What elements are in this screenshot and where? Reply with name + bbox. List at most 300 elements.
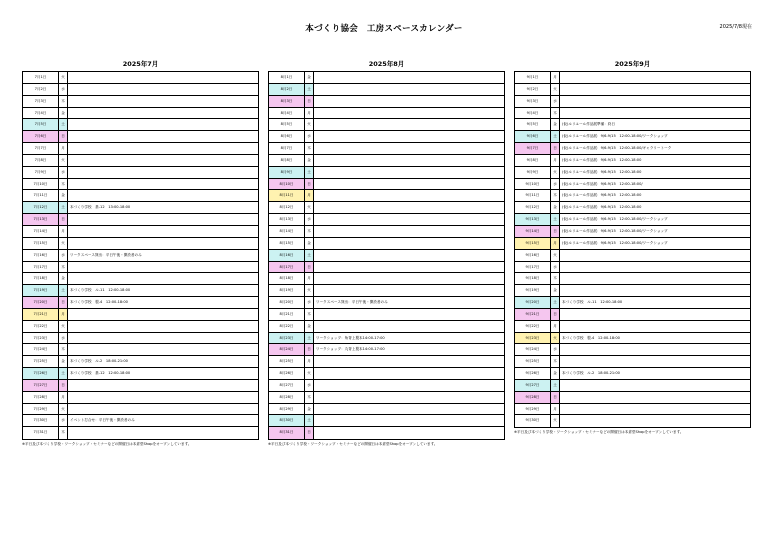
day-weekday: 金 [305,155,314,166]
day-row [515,392,750,404]
day-date: 7月25日 [23,356,59,367]
day-row [269,190,504,202]
day-event [68,119,258,130]
day-event [314,309,504,320]
day-row [515,344,750,356]
day-date: 7月8日 [23,155,59,166]
day-date: 7月7日 [23,143,59,154]
day-weekday: 水 [551,262,560,273]
day-event: (仮)ルリユール作品展：9/6-9/15 12:00-18:00/ワークショップ [562,134,668,139]
day-weekday: 火 [305,202,314,213]
day-table [22,71,259,440]
day-date: 9月23日 [515,333,551,344]
day-date: 9月9日 [515,167,551,178]
day-weekday: 火 [59,155,68,166]
day-date: 7月3日 [23,96,59,107]
day-row [23,262,258,274]
day-row [269,96,504,108]
month-title: 2025年9月 [614,60,651,68]
day-date: 9月20日 [515,297,551,308]
footnote: ※平日及び本づくり学校・ワークショップ・セミナーなどの開催日は本倉堂Shopをオープンしています。 [514,430,684,435]
day-weekday: 金 [551,285,560,296]
day-weekday: 木 [305,392,314,403]
day-weekday: 土 [305,415,314,426]
day-weekday: 金 [551,368,560,379]
day-event [560,321,750,332]
day-row [269,202,504,214]
day-event [560,285,750,296]
day-event: イベント打合せ：平日午後・開設者のみ [70,418,135,423]
day-date: 9月30日 [515,415,551,427]
day-date: 7月14日 [23,226,59,237]
day-weekday: 火 [59,404,68,415]
day-weekday: 月 [59,143,68,154]
day-row [23,344,258,356]
day-row [269,321,504,333]
day-weekday: 火 [551,333,560,344]
day-event [68,309,258,320]
day-weekday: 金 [59,108,68,119]
month-july [22,58,259,447]
day-weekday: 月 [551,321,560,332]
day-event: 本づくり学校 基-12 13:00-18:00 [70,205,131,210]
day-event: (仮)ルリユール作品展：9/6-9/15 12:00-18:00 [562,193,642,198]
day-row [23,131,258,143]
day-weekday: 金 [305,404,314,415]
day-weekday: 水 [305,380,314,391]
day-row [515,297,750,309]
day-event [560,392,750,403]
day-event [314,262,504,273]
day-row [269,179,504,191]
day-weekday: 土 [59,119,68,130]
day-event [314,155,504,166]
day-date: 8月26日 [269,368,305,379]
day-date: 9月15日 [515,238,551,249]
day-row [515,226,750,238]
day-weekday: 金 [59,273,68,284]
day-row [269,356,504,368]
day-weekday: 火 [551,250,560,261]
day-weekday: 木 [305,226,314,237]
day-row [515,285,750,297]
day-date: 8月23日 [269,333,305,344]
day-row [515,250,750,262]
day-row [515,119,750,131]
month-september [514,58,751,435]
day-weekday: 木 [551,190,560,201]
day-row [269,155,504,167]
day-event [314,321,504,332]
day-event [68,96,258,107]
day-date: 7月1日 [23,72,59,83]
day-weekday: 月 [59,392,68,403]
day-date: 7月30日 [23,415,59,426]
day-weekday: 金 [551,119,560,130]
day-date: 8月3日 [269,96,305,107]
day-weekday: 日 [305,179,314,190]
day-date: 9月21日 [515,309,551,320]
day-date: 8月31日 [269,427,305,439]
day-weekday: 火 [59,238,68,249]
day-row [269,368,504,380]
day-event: 本づくり学校 ル-11 12:00-18:00 [70,288,131,293]
day-event [560,415,750,427]
day-row [23,72,258,84]
footnote: ※平日及び本づくり学校・ワークショップ・セミナーなどの開催日は本倉堂Shopをオープンしています。 [22,442,192,447]
day-row [23,202,258,214]
day-event [68,238,258,249]
day-date: 9月19日 [515,285,551,296]
day-row [269,84,504,96]
day-row [23,179,258,191]
day-row [269,167,504,179]
day-weekday: 月 [305,273,314,284]
day-event [314,72,504,83]
day-date: 9月18日 [515,273,551,284]
day-event [560,84,750,95]
day-event [560,344,750,355]
day-event [560,273,750,284]
day-row [515,179,750,191]
day-weekday: 金 [305,321,314,332]
day-date: 9月1日 [515,72,551,83]
day-event [314,427,504,439]
day-row [23,143,258,155]
day-date: 8月5日 [269,119,305,130]
day-event: 本づくり学校 基-12 12:00-18:00 [70,371,131,376]
day-event: ワークショップ：丸背上製本14:00-17:00 [316,347,385,352]
day-date: 8月27日 [269,380,305,391]
day-weekday: 土 [305,333,314,344]
day-weekday: 土 [59,202,68,213]
day-event [314,202,504,213]
day-date: 7月16日 [23,250,59,261]
day-row [23,333,258,345]
day-event [68,84,258,95]
day-row [23,238,258,250]
day-event [68,143,258,154]
day-date: 7月9日 [23,167,59,178]
day-row [269,309,504,321]
day-event [314,119,504,130]
day-row [269,226,504,238]
day-event [68,404,258,415]
day-event [68,226,258,237]
day-event [314,415,504,426]
day-event [68,214,258,225]
day-event [68,190,258,201]
day-event [314,404,504,415]
day-row [515,167,750,179]
day-event [314,143,504,154]
day-event [314,250,504,261]
day-date: 9月26日 [515,368,551,379]
day-weekday: 火 [59,321,68,332]
day-row [515,190,750,202]
day-weekday: 土 [59,368,68,379]
day-weekday: 木 [59,427,68,439]
day-date: 7月18日 [23,273,59,284]
day-row [515,143,750,155]
day-date: 8月11日 [269,190,305,201]
day-row [515,262,750,274]
day-weekday: 水 [59,167,68,178]
day-event [314,167,504,178]
page-title: 本づくり協会 工房スペースカレンダー [305,24,463,34]
day-weekday: 土 [551,214,560,225]
day-row [23,368,258,380]
day-row [515,321,750,333]
day-row [515,214,750,226]
day-row [515,84,750,96]
day-date: 7月29日 [23,404,59,415]
day-weekday: 月 [305,190,314,201]
day-weekday: 土 [551,297,560,308]
day-event [314,214,504,225]
day-row [269,344,504,356]
day-event: ワークスペース貸出：平日午後・開設者のみ [70,252,142,257]
day-event [314,238,504,249]
day-date: 8月15日 [269,238,305,249]
day-event [560,108,750,119]
day-event [68,380,258,391]
day-date: 8月10日 [269,179,305,190]
day-event [560,356,750,367]
day-weekday: 月 [551,72,560,83]
day-row [515,404,750,416]
day-row [23,84,258,96]
day-event [314,285,504,296]
day-date: 7月17日 [23,262,59,273]
day-row [515,155,750,167]
day-row [269,297,504,309]
day-row [515,202,750,214]
day-event: 本づくり学校 ル-2 18:00-21:00 [70,359,128,364]
day-row [269,404,504,416]
day-weekday: 月 [59,226,68,237]
day-date: 9月25日 [515,356,551,367]
day-date: 9月4日 [515,108,551,119]
day-weekday: 土 [551,131,560,142]
day-date: 9月16日 [515,250,551,261]
day-row [23,108,258,120]
day-row [23,190,258,202]
day-event: 本づくり学校 製-4 12:00-18:00 [70,300,128,305]
footnote: ※平日及び本づくり学校・ワークショップ・セミナーなどの開催日は本倉堂Shopをオープンしています。 [268,442,438,447]
day-date: 9月5日 [515,119,551,130]
day-row [269,214,504,226]
day-row [269,131,504,143]
day-weekday: 水 [551,96,560,107]
day-event: ワークショップ：角背上製本14:00-17:00 [316,335,385,340]
day-date: 9月28日 [515,392,551,403]
day-event [314,190,504,201]
day-date: 7月15日 [23,238,59,249]
day-row [515,238,750,250]
day-date: 8月9日 [269,167,305,178]
day-event [560,309,750,320]
day-date: 7月22日 [23,321,59,332]
day-date: 9月13日 [515,214,551,225]
day-date: 8月21日 [269,309,305,320]
day-event: 本づくり学校 ル-11 12:00-18:00 [562,300,623,305]
day-date: 8月28日 [269,392,305,403]
day-date: 9月27日 [515,380,551,391]
day-date: 8月13日 [269,214,305,225]
day-row [23,392,258,404]
day-row [515,96,750,108]
day-weekday: 日 [59,380,68,391]
day-date: 9月8日 [515,155,551,166]
day-row [515,368,750,380]
day-row [23,285,258,297]
day-date: 9月3日 [515,96,551,107]
day-row [269,108,504,120]
day-weekday: 金 [305,72,314,83]
day-event [314,84,504,95]
day-event [68,72,258,83]
day-date: 8月6日 [269,131,305,142]
day-weekday: 日 [305,262,314,273]
day-weekday: 火 [551,415,560,427]
day-event [314,108,504,119]
day-event [314,96,504,107]
day-row [23,309,258,321]
day-row [269,238,504,250]
day-date: 9月7日 [515,143,551,154]
day-weekday: 水 [59,250,68,261]
day-event [314,226,504,237]
day-date: 7月5日 [23,119,59,130]
day-row [23,380,258,392]
day-event [68,262,258,273]
day-event [560,72,750,83]
day-date: 9月14日 [515,226,551,237]
day-date: 9月24日 [515,344,551,355]
day-event: (仮)ルリユール作品展：9/6-9/15 12:00-18:00/ギャラリートーク [562,146,672,151]
day-weekday: 土 [59,285,68,296]
day-date: 8月25日 [269,356,305,367]
day-date: 8月7日 [269,143,305,154]
day-event [68,427,258,439]
day-row [515,131,750,143]
day-date: 8月19日 [269,285,305,296]
day-weekday: 月 [551,155,560,166]
day-date: 7月23日 [23,333,59,344]
day-weekday: 木 [551,273,560,284]
day-event: (仮)ルリユール作品展：9/6-9/15 12:00-18:00/ワークショップ [562,228,668,233]
day-weekday: 日 [551,226,560,237]
day-event [314,179,504,190]
day-weekday: 日 [551,309,560,320]
day-weekday: 木 [59,344,68,355]
day-event [68,167,258,178]
day-date: 8月2日 [269,84,305,95]
day-weekday: 水 [305,214,314,225]
day-table [514,71,751,428]
day-weekday: 金 [551,202,560,213]
day-date: 7月26日 [23,368,59,379]
day-weekday: 月 [551,238,560,249]
day-row [269,427,504,439]
day-row [269,262,504,274]
day-weekday: 金 [59,190,68,201]
day-row [23,155,258,167]
day-event: (仮)ルリユール作品展：9/6-9/15 12:00-18:00/ [562,181,643,186]
day-row [269,72,504,84]
day-weekday: 木 [59,96,68,107]
day-row [23,404,258,416]
day-event [68,321,258,332]
day-event [314,392,504,403]
day-event [314,368,504,379]
day-date: 8月8日 [269,155,305,166]
day-date: 7月13日 [23,214,59,225]
day-weekday: 日 [551,392,560,403]
day-row [269,143,504,155]
day-date: 7月10日 [23,179,59,190]
day-event [68,344,258,355]
day-date: 9月6日 [515,131,551,142]
day-weekday: 火 [59,72,68,83]
day-event [68,179,258,190]
day-row [23,415,258,427]
month-title: 2025年7月 [122,60,159,68]
day-weekday: 木 [59,262,68,273]
day-row [269,392,504,404]
day-weekday: 土 [551,380,560,391]
day-event: (仮)ルリユール作品展準備：終日 [562,122,615,127]
day-date: 8月24日 [269,344,305,355]
day-date: 9月29日 [515,404,551,415]
day-date: 8月30日 [269,415,305,426]
day-weekday: 水 [59,415,68,426]
day-weekday: 土 [305,84,314,95]
day-date: 9月12日 [515,202,551,213]
day-weekday: 月 [551,404,560,415]
day-weekday: 木 [59,179,68,190]
day-weekday: 日 [305,96,314,107]
day-weekday: 月 [59,309,68,320]
day-date: 8月14日 [269,226,305,237]
day-date: 8月18日 [269,273,305,284]
day-event [560,262,750,273]
day-event [68,392,258,403]
day-weekday: 水 [305,297,314,308]
day-event [560,380,750,391]
day-weekday: 火 [551,167,560,178]
day-row [23,167,258,179]
day-weekday: 火 [551,84,560,95]
day-date: 8月12日 [269,202,305,213]
day-event: (仮)ルリユール作品展：9/6-9/15 12:00-18:00/ワークショップ [562,217,668,222]
day-weekday: 金 [59,356,68,367]
day-date: 7月2日 [23,84,59,95]
day-weekday: 火 [305,285,314,296]
day-date: 8月22日 [269,321,305,332]
day-row [515,72,750,84]
day-event [560,96,750,107]
day-event [68,273,258,284]
day-date: 7月11日 [23,190,59,201]
day-weekday: 木 [551,108,560,119]
day-date: 8月17日 [269,262,305,273]
day-event [68,108,258,119]
day-weekday: 木 [305,143,314,154]
day-date: 7月21日 [23,309,59,320]
day-date: 8月29日 [269,404,305,415]
